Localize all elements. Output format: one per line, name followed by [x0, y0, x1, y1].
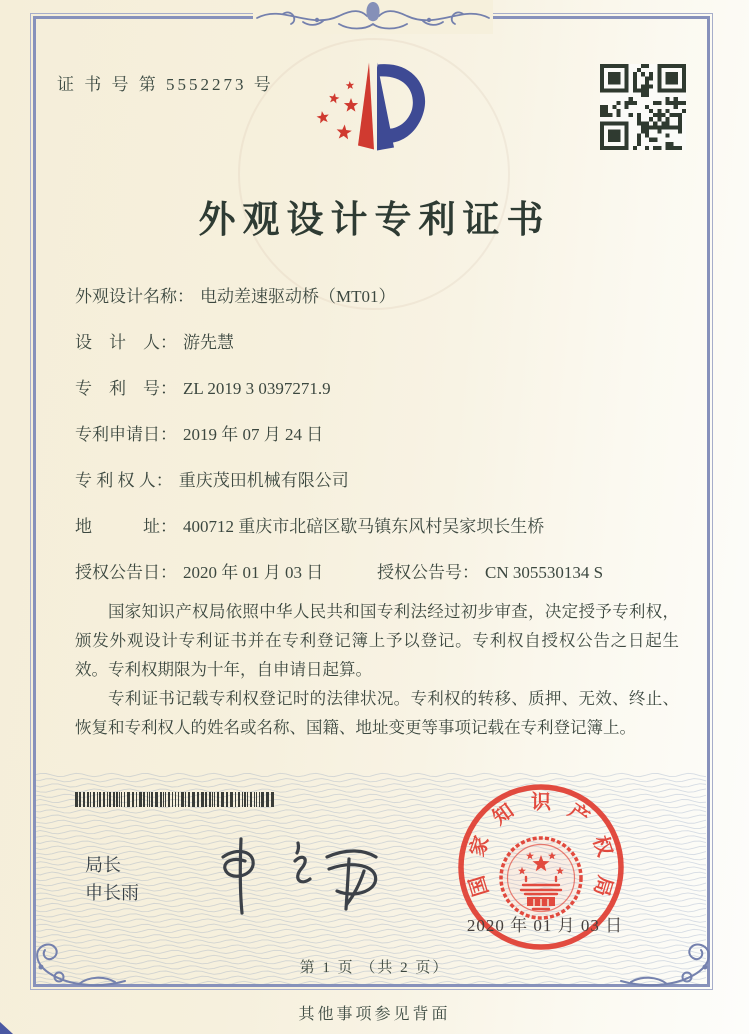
field-label: 专 利 号：: [75, 379, 177, 398]
field-design-name: [75, 282, 685, 306]
field-label: 外观设计名称：: [75, 287, 194, 306]
field-grant-number: [377, 558, 603, 583]
svg-text:国: 国: [466, 873, 493, 899]
field-value: ZL 2019 3 0397271.9: [183, 379, 331, 398]
barcode: [75, 792, 278, 807]
field-label: 专 利 权 人：: [75, 471, 173, 490]
field-value: 重庆茂田机械有限公司: [178, 471, 349, 490]
national-emblem-icon: [501, 838, 581, 918]
seal-date: 2020 年 01 月 03 日: [466, 916, 624, 935]
field-patent-number: [75, 374, 685, 398]
top-flourish-icon: [253, 0, 493, 34]
field-value: CN 305530134 S: [485, 563, 604, 582]
field-grant-date: [75, 563, 323, 582]
field-designer: [75, 328, 685, 352]
field-label: 设 计 人：: [75, 333, 177, 352]
legal-paragraph-1: 国家知识产权局依照中华人民共和国专利法经过初步审查，决定授予专利权，颁发外观设计专利证书并在专利登记簿上予以登记。专利权自授权公告之日起生效。专利权期限为十年，自申请日起算。: [75, 602, 679, 679]
certificate-title: 外观设计专利证书: [198, 200, 551, 241]
page-number: 第 1 页 （共 2 页）: [299, 960, 450, 976]
field-label: 地 址：: [75, 517, 177, 536]
field-value: 游先慧: [183, 333, 234, 352]
field-label: 授权公告号：: [377, 563, 479, 582]
svg-text:产: 产: [563, 799, 594, 830]
svg-text:知: 知: [488, 799, 519, 830]
back-note: 其他事项参见背面: [298, 1006, 451, 1023]
field-value: 2019 年 07 月 24 日: [183, 425, 324, 444]
field-value: 电动差速驱动桥（MT01）: [200, 287, 396, 306]
svg-text:识: 识: [531, 791, 551, 814]
field-filing-date: [75, 420, 685, 444]
signer-name-label: 申长雨: [85, 883, 139, 903]
certificate-number: 证 书 号 第 5552273 号: [57, 75, 274, 94]
field-list: [75, 282, 685, 604]
cnipa-logo-icon: [313, 57, 435, 162]
field-patentee: [75, 466, 685, 490]
field-value: 400712 重庆市北碚区歇马镇东风村吴家坝长生桥: [183, 517, 545, 536]
signer-role-label: 局长: [85, 855, 121, 875]
legal-paragraph-2: 专利证书记载专利权登记时的法律状况。专利权的转移、质押、无效、终止、恢复和专利权人的姓名或名称、国籍、地址变更等事项记载在专利登记簿上。: [75, 689, 679, 737]
field-grant-row: [75, 558, 685, 582]
field-label: 专利申请日：: [75, 425, 177, 444]
signature-handwriting: [203, 834, 388, 918]
svg-text:局: 局: [589, 873, 616, 899]
field-value: 2020 年 01 月 03 日: [183, 563, 324, 582]
svg-text:家: 家: [466, 833, 494, 860]
qr-code: [600, 64, 686, 150]
field-address: [75, 512, 685, 536]
svg-text:权: 权: [588, 833, 616, 860]
legal-text: [75, 597, 679, 742]
field-label: 授权公告日：: [75, 563, 177, 582]
